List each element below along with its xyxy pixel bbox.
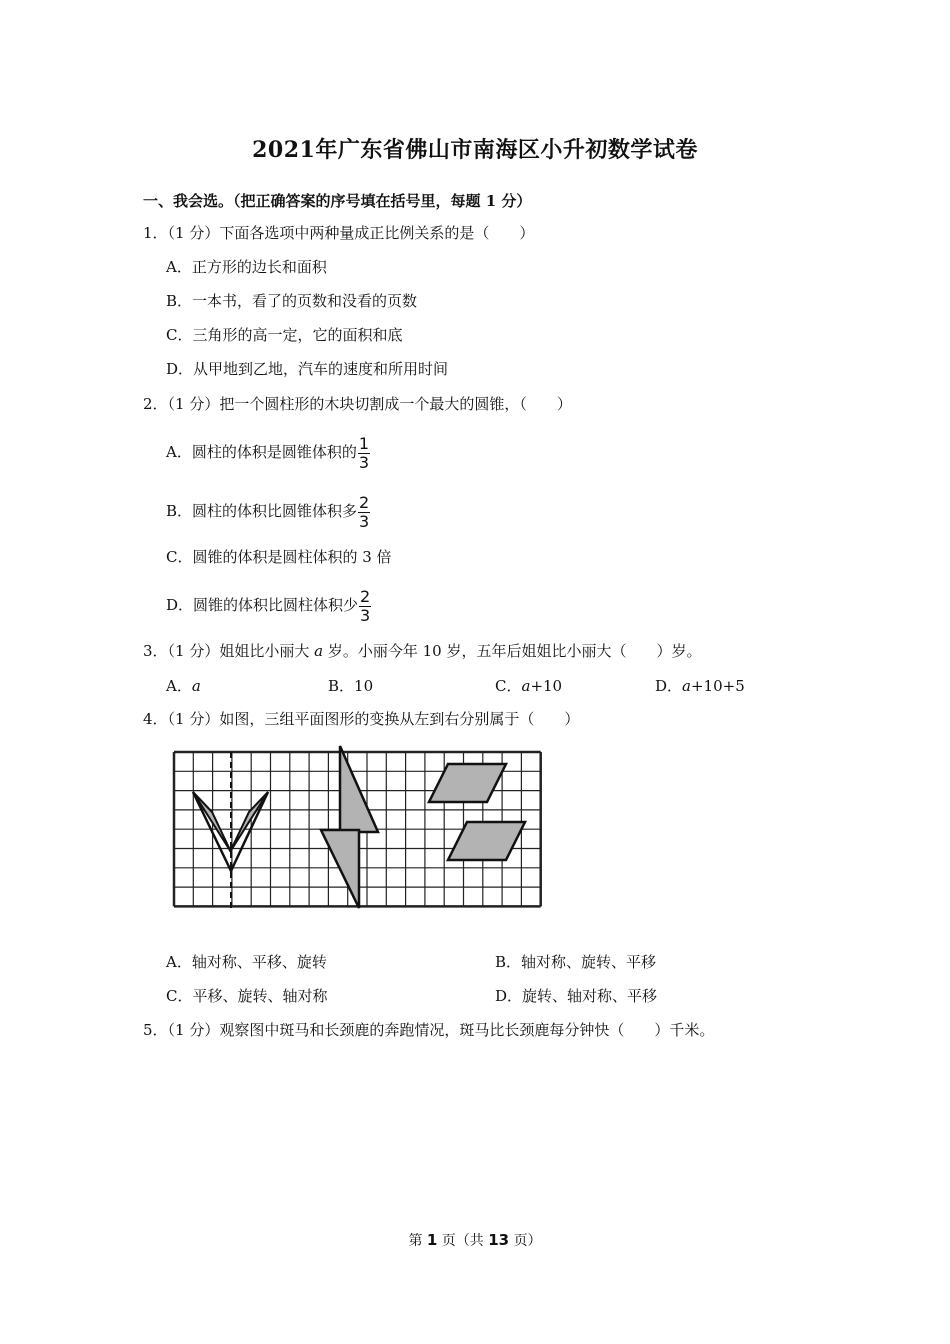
question-3-option-a: A．a [166,677,201,695]
question-1-stem: 1．（1 分）下面各选项中两种量成正比例关系的是（ ） [143,224,535,242]
question-5-stem: 5．（1 分）观察图中斑马和长颈鹿的奔跑情况，斑马比长颈鹿每分钟快（ ）千米。 [143,1021,715,1039]
question-3-option-b: B．10 [328,677,374,695]
option-text: A．圆柱的体积是圆锥体积的 [166,443,357,461]
variable-a: a [314,642,324,660]
fraction: $\frac{1}{3}$ [358,433,370,472]
section-heading: 一、我会选。（把正确答案的序号填在括号里，每题 1 分） [143,192,532,210]
question-2-option-c: C．圆锥的体积是圆柱体积的 3 倍 [166,548,392,566]
question-2-option-b [166,491,370,531]
question-3-stem: 3．（1 分）姐姐比小丽大 a 岁。小丽今年 10 岁，五年后姐姐比小丽大（ ）岁。 [143,642,702,660]
question-2-stem: 2．（1 分）把一个圆柱形的木块切割成一个最大的圆锥，（ ） [143,395,572,413]
question-3-option-d: D．a+10+5 [655,677,745,695]
shape-right-bottom [448,822,525,860]
shape-left-b [230,792,268,852]
option-text: B．圆柱的体积比圆锥体积多 [166,502,358,520]
shape-middle-bottom [321,830,359,908]
question-1-option-c: C．三角形的高一定，它的面积和底 [166,326,403,344]
page-footer: 第 1 页（共 13 页） [408,1231,542,1249]
question-2-option-d [166,585,371,625]
question-1-option-d: D．从甲地到乙地，汽车的速度和所用时间 [166,360,449,378]
transformation-grid-figure [170,740,542,916]
question-2-option-a [166,432,370,472]
shape-middle-top [340,746,378,832]
question-1-option-a: A．正方形的边长和面积 [166,258,327,276]
question-4-option-d: D．旋转、轴对称、平移 [495,987,658,1005]
question-3-option-c: C．a+10 [495,677,563,695]
page-number: 1 [426,1231,438,1249]
fraction: $\frac{2}{3}$ [359,492,370,531]
question-4-option-a: A．轴对称、平移、旋转 [166,953,327,971]
question-4-option-c: C．平移、旋转、轴对称 [166,987,328,1005]
page-title: 2021年广东省佛山市南海区小升初数学试卷 [252,137,698,163]
question-4-stem: 4．（1 分）如图，三组平面图形的变换从左到右分别属于（ ） [143,710,580,728]
question-1-option-b: B．一本书，看了的页数和没看的页数 [166,292,418,310]
fraction: $\frac{2}{3}$ [360,586,371,625]
page-total: 13 [488,1231,510,1249]
question-4-option-b: B．轴对称、旋转、平移 [495,953,657,971]
shape-right-top [429,764,506,802]
option-text: D．圆锥的体积比圆柱体积少 [166,596,359,614]
